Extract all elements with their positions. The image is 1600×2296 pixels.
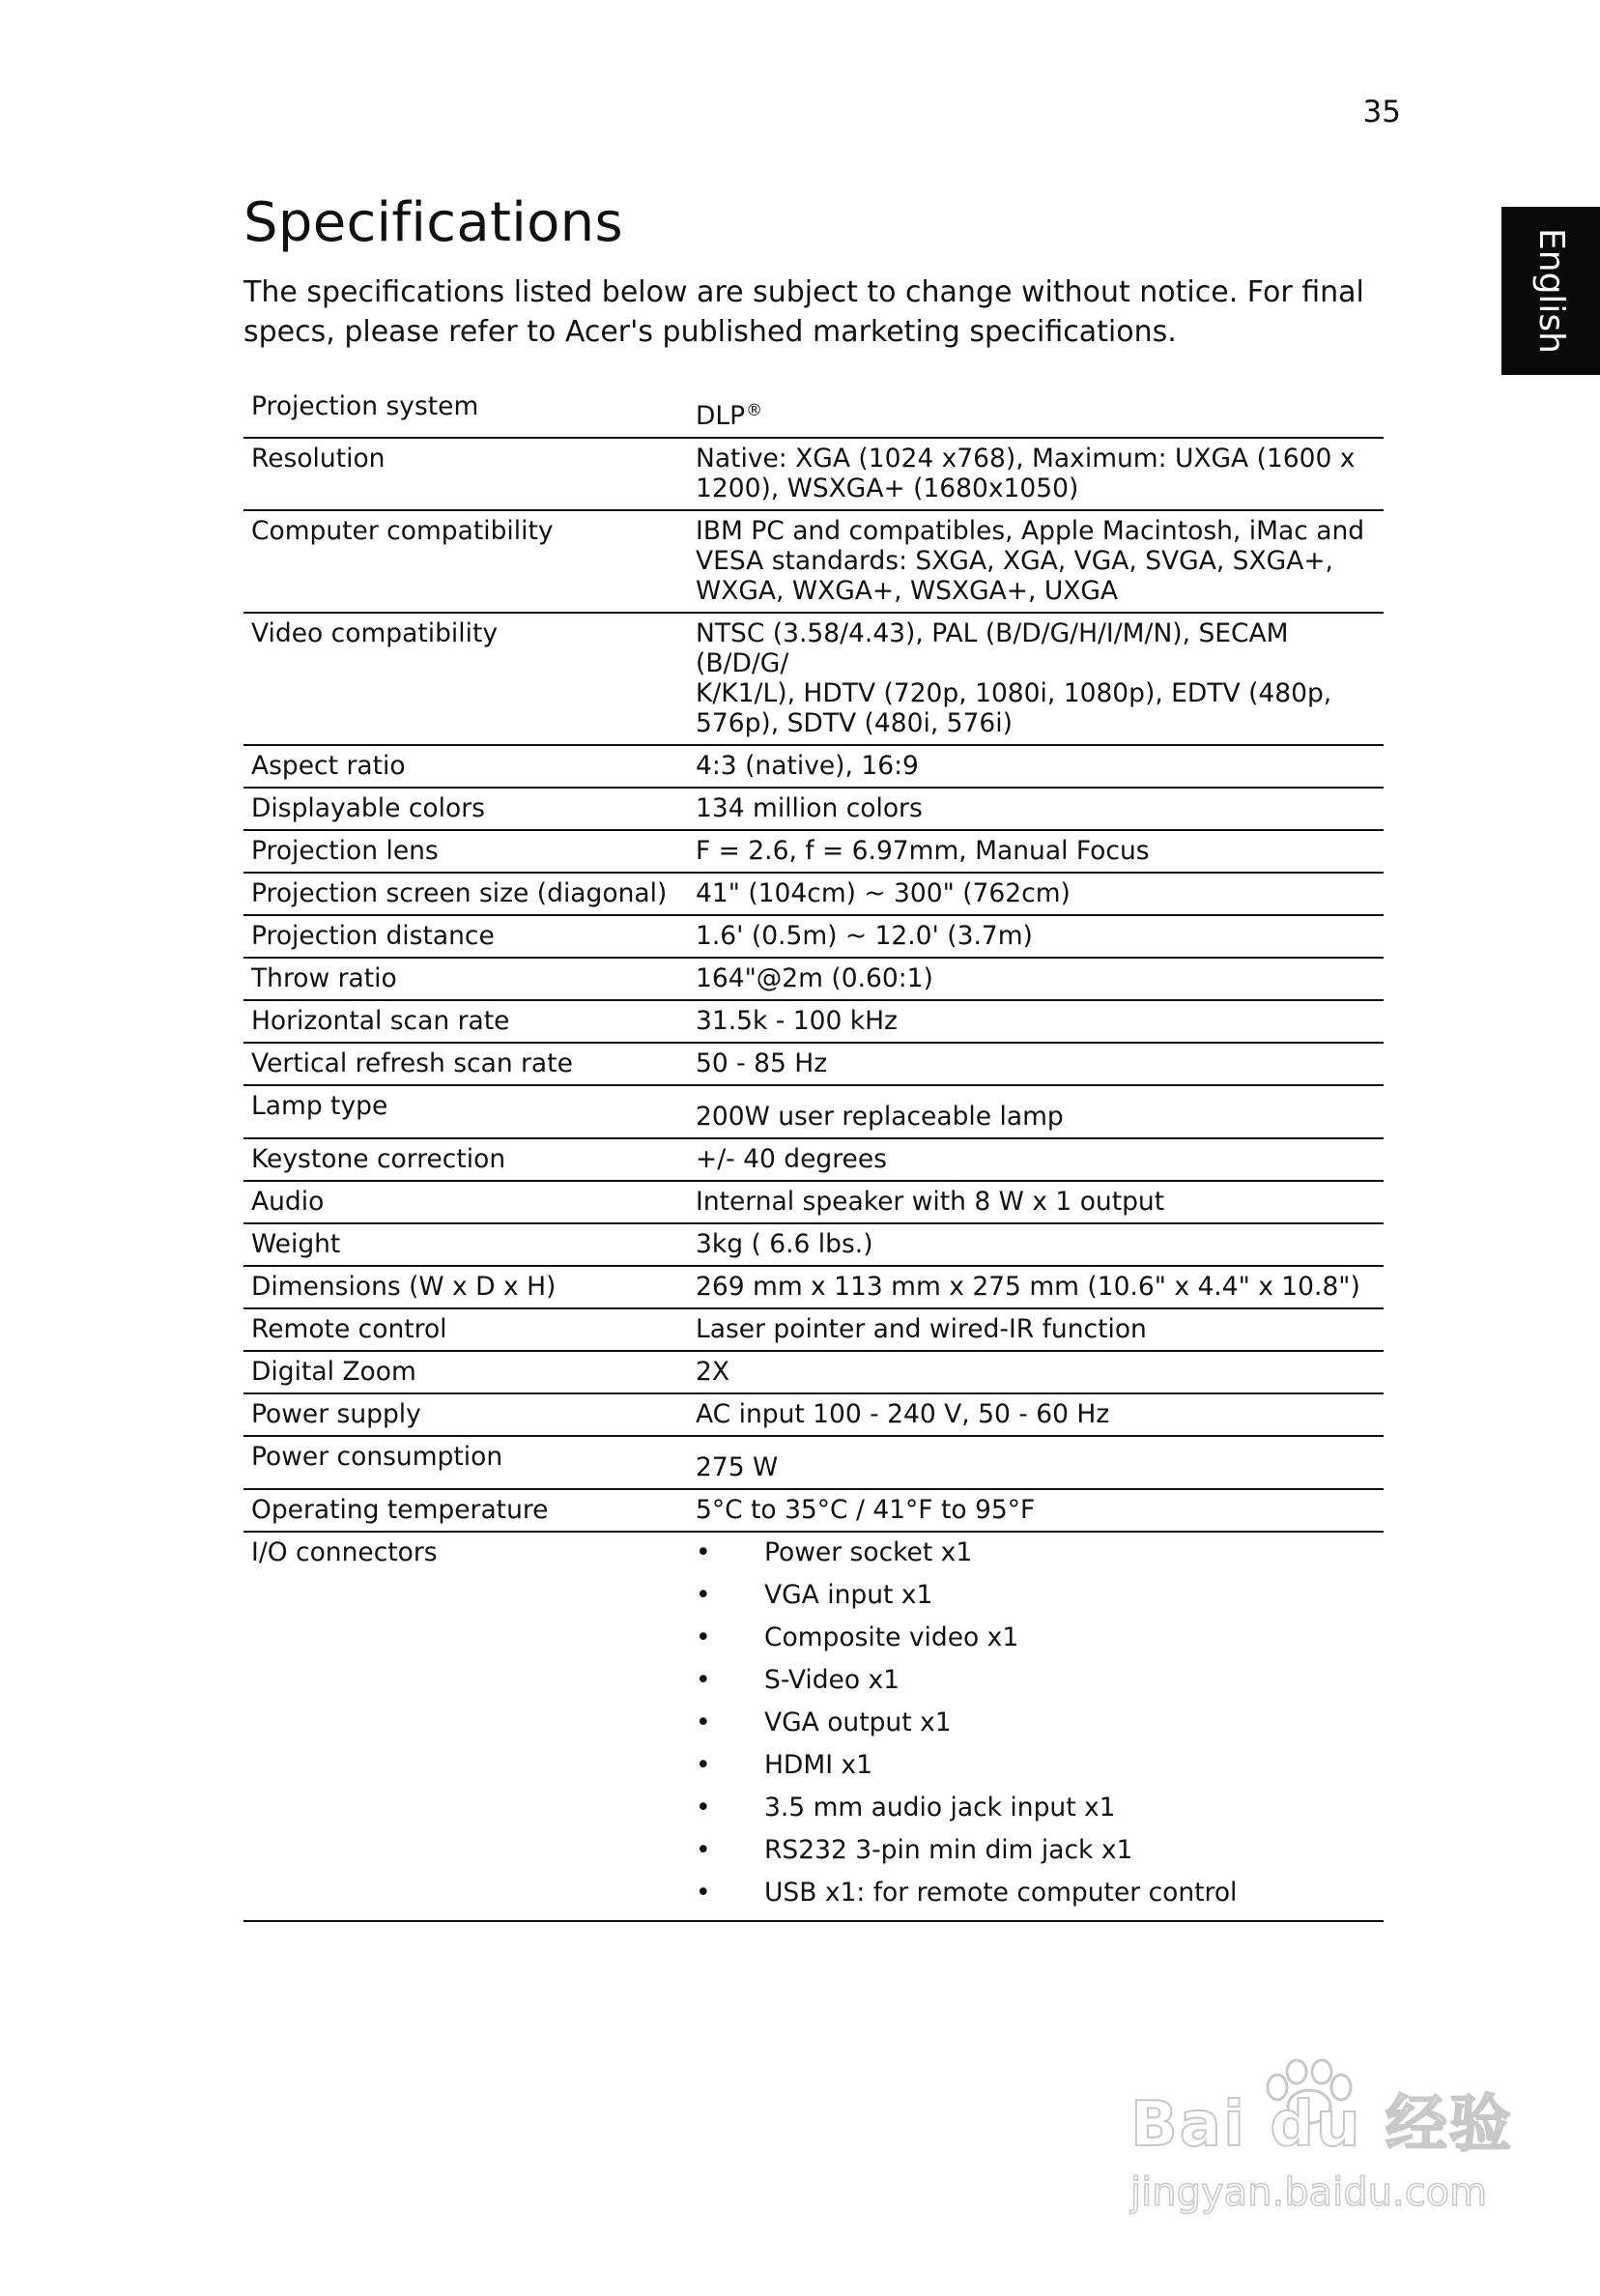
spec-value: 41" (104cm) ~ 300" (762cm) [696, 878, 1071, 908]
spec-label: Projection screen size (diagonal) [251, 878, 668, 908]
bullet: • [696, 1793, 711, 1822]
list-item-text: VGA output x1 [764, 1708, 952, 1737]
spec-label: Remote control [251, 1314, 447, 1344]
spec-label: Displayable colors [251, 793, 485, 823]
spec-row-weight [243, 1223, 1384, 1266]
spec-value: 275 W [696, 1452, 779, 1482]
spec-label: Vertical refresh scan rate [251, 1048, 573, 1078]
spec-row-dimensions [243, 1266, 1384, 1308]
spec-value [688, 1532, 1384, 1921]
spec-value [688, 438, 1384, 510]
list-item [696, 1835, 1376, 1878]
bullet: • [696, 1622, 711, 1652]
watermark-url: jingyan.baidu.com [1130, 2170, 1488, 2215]
bullet: • [696, 1835, 711, 1865]
spec-value-line: 576p), SDTV (480i, 576i) [696, 708, 1013, 738]
spec-row-displayable-colors [243, 788, 1384, 830]
spec-value: 134 million colors [696, 793, 923, 823]
spec-value: 50 - 85 Hz [696, 1048, 828, 1078]
list-item-text: HDMI x1 [764, 1750, 872, 1780]
spec-label: Operating temperature [251, 1495, 549, 1525]
spec-label: Aspect ratio [251, 751, 406, 781]
list-item [696, 1622, 1376, 1665]
spec-label: Weight [251, 1229, 341, 1259]
spec-value: 31.5k - 100 kHz [696, 1006, 898, 1036]
spec-value-text: DLP [696, 401, 746, 431]
spec-row-power-supply [243, 1393, 1384, 1436]
list-item-text: USB x1: for remote computer control [764, 1878, 1238, 1908]
spec-row-computer-compatibility [243, 510, 1384, 613]
spec-table [243, 387, 1384, 1922]
spec-row-aspect-ratio [243, 745, 1384, 788]
baidu-watermark [1130, 2058, 1517, 2232]
spec-value [688, 387, 1384, 438]
list-item-text: Power socket x1 [764, 1537, 973, 1567]
page-number: 35 [1362, 95, 1401, 129]
spec-label: Horizontal scan rate [251, 1006, 510, 1036]
spec-row-remote-control [243, 1308, 1384, 1351]
spec-row-screen-size [243, 873, 1384, 915]
spec-value-line: IBM PC and compatibles, Apple Macintosh, iMac and [696, 516, 1365, 546]
spec-value: 2X [696, 1357, 730, 1387]
spec-value: 5°C to 35°C / 41°F to 95°F [696, 1495, 1036, 1525]
spec-label: Video compatibility [251, 618, 499, 648]
spec-label: Projection system [251, 391, 479, 421]
list-item-text: S-Video x1 [764, 1665, 900, 1695]
spec-label: Power supply [251, 1399, 421, 1429]
spec-label: Power consumption [251, 1442, 503, 1472]
spec-value-line: NTSC (3.58/4.43), PAL (B/D/G/H/I/M/N), SECAM (B/D/G/ [696, 618, 1289, 678]
spec-row-horizontal-scan [243, 1000, 1384, 1043]
spec-value-line: WXGA, WXGA+, WSXGA+, UXGA [696, 576, 1119, 606]
spec-row-projection-distance [243, 915, 1384, 958]
spec-value: 1.6' (0.5m) ~ 12.0' (3.7m) [696, 921, 1033, 951]
spec-label: Keystone correction [251, 1144, 506, 1174]
spec-label: I/O connectors [251, 1537, 438, 1567]
spec-label: Computer compatibility [251, 516, 554, 546]
list-item [696, 1537, 1376, 1580]
spec-value [688, 613, 1384, 745]
spec-label: Audio [251, 1187, 325, 1217]
spec-value: 269 mm x 113 mm x 275 mm (10.6" x 4.4" x 10.8") [696, 1272, 1360, 1302]
spec-row-projection-system [243, 387, 1384, 438]
watermark-brand: Bai du 经验 [1130, 2089, 1513, 2161]
spec-row-operating-temperature [243, 1489, 1384, 1532]
spec-value: 200W user replaceable lamp [696, 1102, 1064, 1132]
io-connector-list [696, 1537, 1376, 1914]
spec-label: Projection lens [251, 836, 439, 866]
bullet: • [696, 1708, 711, 1737]
spec-row-audio [243, 1181, 1384, 1223]
language-tab [1501, 207, 1600, 375]
spec-value: F = 2.6, f = 6.97mm, Manual Focus [696, 836, 1150, 866]
spec-row-lamp-type [243, 1085, 1384, 1138]
spec-row-io-connectors [243, 1532, 1384, 1921]
list-item [696, 1750, 1376, 1793]
spec-value: Laser pointer and wired-IR function [696, 1314, 1147, 1344]
spec-row-keystone [243, 1138, 1384, 1181]
spec-label: Lamp type [251, 1091, 388, 1121]
spec-row-resolution [243, 438, 1384, 510]
bullet: • [696, 1580, 711, 1610]
list-item [696, 1878, 1376, 1914]
spec-value [688, 510, 1384, 613]
spec-value: 164"@2m (0.60:1) [696, 963, 933, 993]
spec-row-throw-ratio [243, 958, 1384, 1000]
spec-value: 4:3 (native), 16:9 [696, 751, 919, 781]
spec-value-line: VESA standards: SXGA, XGA, VGA, SVGA, SXGA+, [696, 546, 1333, 576]
spec-row-power-consumption [243, 1436, 1384, 1489]
spec-row-video-compatibility [243, 613, 1384, 745]
list-item-text: VGA input x1 [764, 1580, 933, 1610]
page-title: Specifications [243, 191, 623, 254]
spec-row-projection-lens [243, 830, 1384, 873]
language-tab-label: English [1531, 228, 1571, 354]
list-item-text: RS232 3-pin min dim jack x1 [764, 1835, 1133, 1865]
spec-value: 3kg ( 6.6 lbs.) [696, 1229, 873, 1259]
list-item [696, 1580, 1376, 1622]
intro-paragraph: The specifications listed below are subject to change without notice. For final specs, please refer to Acer's published marketing specifications. [243, 275, 1364, 349]
spec-label: Projection distance [251, 921, 495, 951]
spec-label: Throw ratio [251, 963, 397, 993]
spec-label: Dimensions (W x D x H) [251, 1272, 557, 1302]
spec-row-vertical-refresh [243, 1043, 1384, 1085]
list-item [696, 1793, 1376, 1835]
spec-row-digital-zoom [243, 1351, 1384, 1393]
list-item [696, 1665, 1376, 1708]
spec-value-line: K/K1/L), HDTV (720p, 1080i, 1080p), EDTV (480p, [696, 678, 1332, 708]
list-item-text: Composite video x1 [764, 1622, 1019, 1652]
spec-value-line: 1200), WSXGA+ (1680x1050) [696, 474, 1079, 503]
bullet: • [696, 1878, 711, 1908]
spec-value: AC input 100 - 240 V, 50 - 60 Hz [696, 1399, 1110, 1429]
registered-mark: ® [746, 401, 763, 420]
spec-value-line: Native: XGA (1024 x768), Maximum: UXGA (1600 x [696, 444, 1356, 474]
bullet: • [696, 1665, 711, 1695]
spec-label: Digital Zoom [251, 1357, 416, 1387]
spec-value: Internal speaker with 8 W x 1 output [696, 1187, 1165, 1217]
spec-value: +/- 40 degrees [696, 1144, 887, 1174]
list-item-text: 3.5 mm audio jack input x1 [764, 1793, 1116, 1822]
bullet: • [696, 1750, 711, 1780]
bullet: • [696, 1537, 711, 1567]
spec-label: Resolution [251, 444, 386, 474]
list-item [696, 1708, 1376, 1750]
